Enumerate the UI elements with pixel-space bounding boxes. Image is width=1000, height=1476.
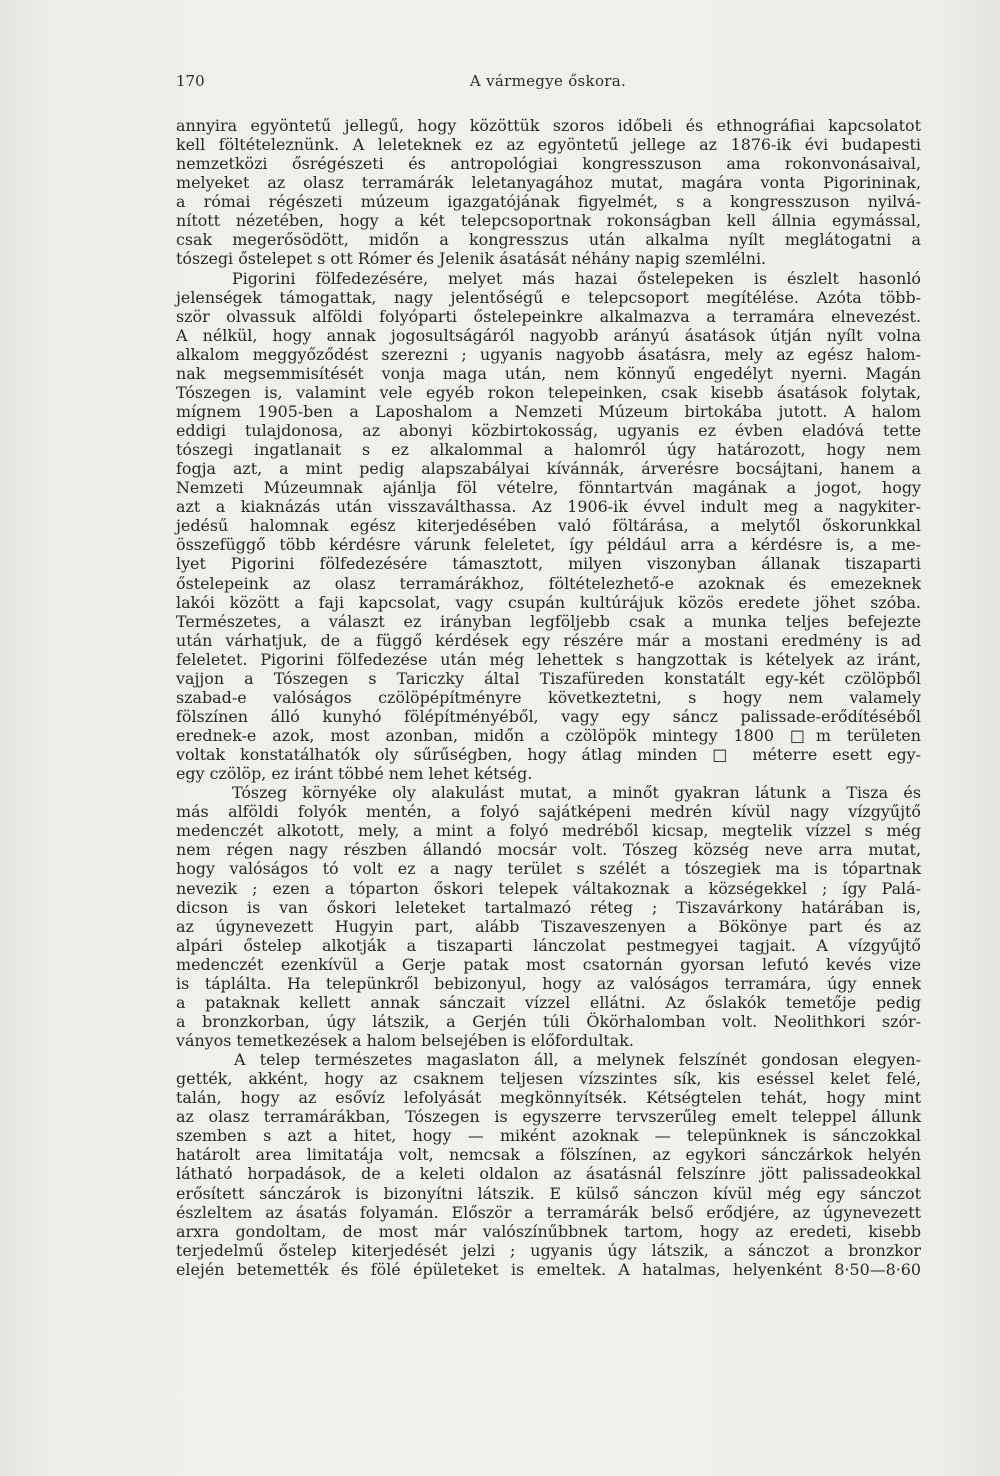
text-line: arxra gondoltam, de most már valószínűbbnek tartom, hogy az eredeti, kisebb [176,1221,921,1241]
text-line: mígnem 1905-ben a Laposhalom a Nemzeti Múzeum birtokába jutott. A halom [176,401,921,421]
text-line: az úgynevezett Hugyin part, alább Tiszaveszenyen a Bökönye part és az [176,916,921,936]
text-line: észleltem az ásatás folyamán. Először a terramárák belső erődjére, az úgynevezett [176,1202,921,1222]
text-line: nem régen nagy részben állandó mocsár volt. Tószeg község neve arra mutat, [176,840,921,860]
text-line: nemzetközi ősrégészeti és antropológiai kongresszuson ama rokonvonásaival, [176,154,921,174]
text-line: őstelepeink az olasz terramárákhoz, föltételezhető-e azoknak és emezeknek [176,573,921,593]
text-line: melyeket az olasz terramárák leletanyagához mutat, magára vonta Pigorininak, [176,173,921,193]
text-line: összefüggő több kérdésre várunk feleletet, így például arra a kérdésre is, a me- [176,535,921,555]
text-line: feleletet. Pigorini fölfedezése után még lehettek s hangzottak is kételyek az iránt, [176,649,921,669]
text-line: hogy valóságos tó volt ez a nagy terület s szélét a tószegiek ma is tópartnak [176,859,921,879]
text-line: erednek-e azok, most azonban, midőn a czölöpök mintegy 1800 □m területen [176,726,921,745]
text-line: medenczét ezenkívül a Gerje patak most csatornán gyorsan lefutó kevés vize [176,954,921,974]
text-line: azt a kiaknázás után visszaválthassa. Az 1906-ik évvel indult meg a nagykiter- [176,497,921,517]
text-line: Tószegen is, valamint vele egyéb rokon telepeinken, csak kisebb ásatások folytak, [176,382,921,402]
text-line: erősített sánczárok is bizonyítni látszik. E külső sánczon kívül még egy sánczot [176,1183,921,1203]
text-line: a bronzkorban, úgy látszik, a Gerjén túli Ökörhalomban volt. Neolithkori szór- [176,1011,921,1031]
text-line: Természetes, a választ ez irányban legföljebb csak a munka teljes befejezte [176,611,921,631]
text-line: Pigorini fölfedezésére, melyet más hazai őstelepeken is észlelt hasonló [232,268,921,288]
text-line: a római régészeti múzeum igazgatójának figyelmét, s a kongresszuson nyilvá- [176,192,921,212]
text-line: eddigi tulajdonosa, az abonyi közbirtokosság, ugyanis ez évben eladóvá tette [176,421,921,440]
text-line: alkalom meggyőződést szerezni ; ugyanis nagyobb ásatásra, mely az egész halom- [176,344,921,364]
text-line: A telep természetes magaslaton áll, a melynek felszínét gondosan elegyen- [234,1050,921,1070]
text-line: medenczét alkotott, mely, a mint a folyó medréből kicsap, megtelik vízzel s még [176,821,921,841]
text-line: lyet Pigorini fölfedezésére támasztott, milyen viszonyban állanak tiszaparti [176,554,921,574]
text-line: után várhatjuk, de a függő kérdések egy részére már a mostani eredmény is ad [176,630,921,650]
text-line: voltak konstatálhatók oly sűrűségben, hogy átlag minden □ méterre esett egy- [176,745,921,765]
text-line: kell föltételeznünk. A leleteknek ez az egyöntetű jellege az 1876-ik évi budapesti [176,135,921,155]
text-line: fogja azt, a mint pedig alapszabályai kívánnák, árverésre bocsájtani, hanem a [176,459,921,479]
text-line: szemben s azt a hitet, hogy — miként azoknak — telepünknek is sánczokkal [176,1126,921,1146]
page-number: 170 [176,72,205,90]
text-line: terjedelmű őstelep kiterjedését jelzi ; ugyanis úgy látszik, a sánczot a bronzkor [176,1240,921,1260]
text-line: A nélkül, hogy annak jogosultságáról nagyobb arányú ásatások útján nyílt volna [176,325,921,345]
text-line: nított nézetében, hogy a két telepcsoportnak rokonságban kell állnia egymással, [176,211,921,231]
text-line: fölszínen álló kunyhó fölépítményéből, vagy egy sáncz palissade-erődítéséből [176,706,921,726]
text-line: alpári őstelep alkotják a tiszaparti lánczolat pestmegyei tagjait. A vízgyűjtő [176,935,921,955]
text-line: egy czölöp, ez iránt többé nem lehet kétség. [176,764,533,784]
text-line: annyira egyöntetű jellegű, hogy közöttük szoros időbeli és ethnográfiai kapcsolatot [176,116,921,135]
text-line: vajjon a Tószegen s Tariczky által Tiszafüreden konstatált egy-két czölöpből [176,668,921,688]
text-line: jedésű halomnak egész kiterjedésében való föltárása, a melytől őskorunkkal [176,516,921,536]
page-header [176,72,920,96]
text-line: az olasz terramárákban, Tószegen is egyszerre tervszerűleg emelt teleppel állunk [176,1107,921,1127]
text-line: lakói között a faji kapcsolat, vagy csupán kultúrájuk közös eredete jöhet szóba. [176,592,921,612]
text-line: Nemzeti Múzeumnak ajánlja föl vételre, fönntartván magának a jogot, hogy [176,478,921,498]
text-line: ványos temetkezések a halom belsejében is előfordultak. [176,1031,634,1050]
text-line: nak megsemmisítését vonja maga után, nem könnyű engedélyt nyerni. Magán [176,363,921,383]
text-line: gették, akként, hogy az csaknem teljesen vízszintes sík, kis eséssel kelet felé, [176,1069,921,1089]
text-line: dicson is van őskori leleteket tartalmazó réteg ; Tiszavárkony határában is, [176,897,921,917]
text-line: szabad-e valóságos czölöpépítményre következtetni, s hogy nem valamely [176,687,921,707]
text-line: is táplálta. Ha telepünkről bebizonyul, hogy az valóságos terramára, úgy ennek [176,973,921,993]
text-line: jelenségek támogattak, nagy jelentőségű e telepcsoport megítélése. Azóta több- [176,287,921,307]
text-line: elején betemették és fölé épületeket is emeltek. A hatalmas, helyenként 8·50—8·60 [176,1259,921,1279]
text-line: határolt area limitatája volt, nemcsak a fölszínen, az egykori sánczárkok helyén [176,1145,921,1165]
body-text [176,116,921,1279]
text-line: tószegi őstelepet s ott Rómer és Jelenik ásatását néhány napig szemlélni. [176,249,767,269]
text-line: a pataknak kellett annak sánczait vízzel ellátni. Az őslakók temetője pedig [176,992,921,1012]
text-line: tószegi ingatlanait s ez alkalommal a halomról úgy határozott, hogy nem [176,440,921,460]
running-title: A vármegye őskora. [469,72,627,90]
text-line: ször olvassuk alföldi folyóparti őstelepeinkre alkalmazva a terramára elnevezést. [176,306,921,326]
text-line: csak megerősödött, midőn a kongresszus után alkalma nyílt meglátogatni a [176,230,921,250]
text-line: látható horpadások, de a keleti oldalon az ásatásnál felszínre jött palissadeokkal [176,1164,921,1184]
text-line: nevezik ; ezen a tóparton őskori telepek váltakoznak a községekkel ; így Palá- [176,878,921,898]
text-line: Tószeg környéke oly alakulást mutat, a minőt gyakran látunk a Tisza és [232,783,921,803]
text-line: más alföldi folyók mentén, a folyó sajátképeni medrén kívül nagy vízgyűjtő [176,802,921,822]
text-line: talán, hogy az esővíz lefolyását megkönnyítsék. Kétségtelen tehát, hogy mint [176,1088,921,1108]
